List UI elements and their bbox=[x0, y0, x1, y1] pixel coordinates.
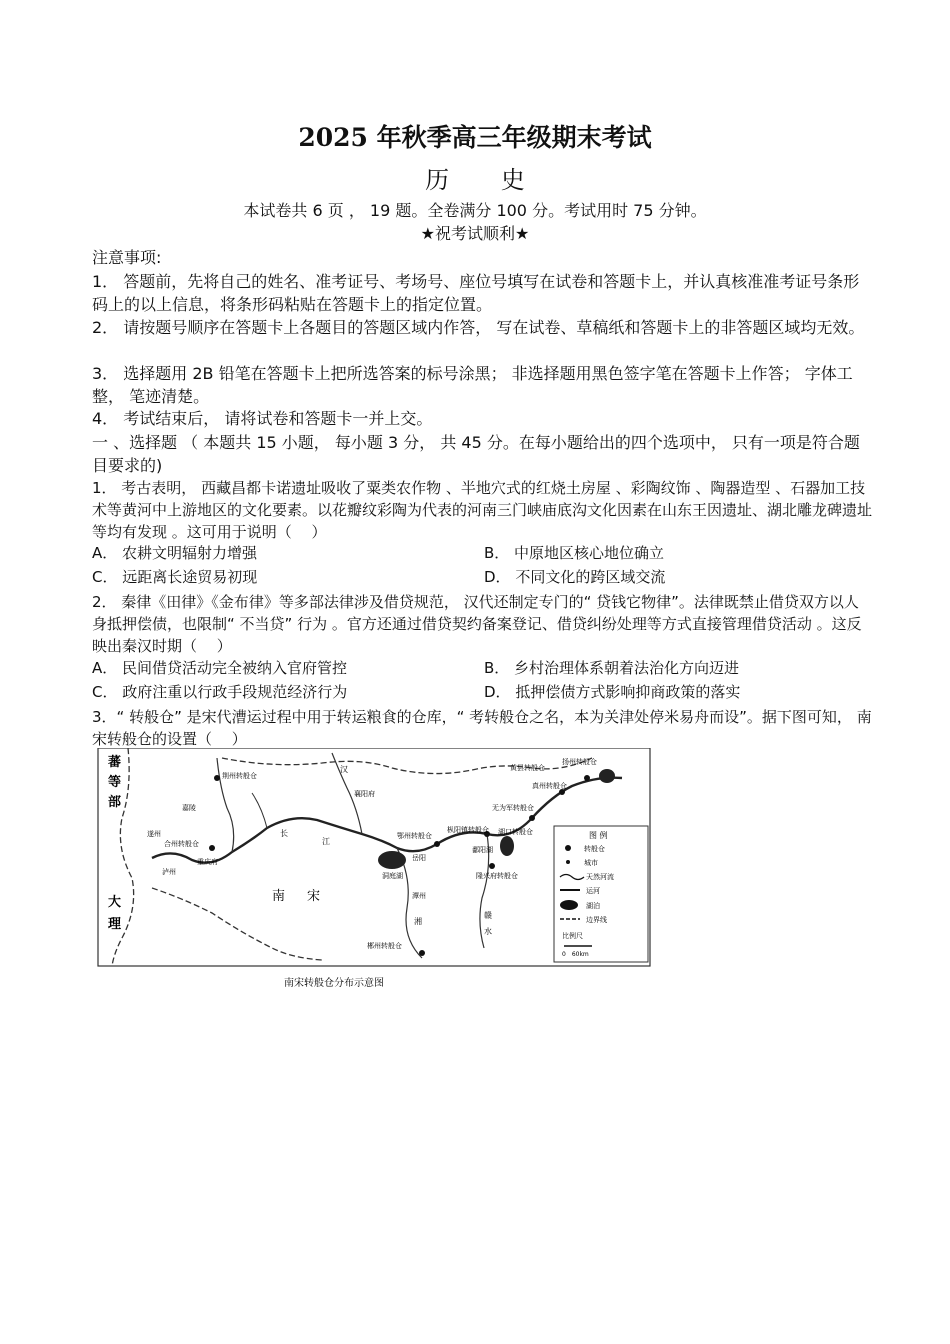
granary-marker bbox=[419, 950, 425, 956]
granary-label: 真州转般仓 bbox=[532, 782, 567, 790]
map-figure bbox=[92, 748, 658, 994]
note-3: 3． 选择题用 2B 铅笔在答题卡上把所选答案的标号涂黑； 非选择题用黑色签字笔在答题卡上作答； 字体工整， 笔迹清楚。 bbox=[92, 364, 853, 406]
place-label: 潭州 bbox=[412, 892, 426, 900]
legend-title: 图 例 bbox=[589, 831, 608, 840]
dongting-lake bbox=[378, 851, 406, 869]
question-1-stem: 1． 考古表明， 西藏昌都卡诺遗址吸收了粟类农作物 、半地穴式的红烧土房屋 、彩陶纹饰 、陶器造型 、石器加工技术等黄河中上游地区的文化要素。以花瓣纹彩陶为代表的河南三门峡庙底沟文化因素在山东王因遗址、湖北雕龙碑遗址等均有发现 。这可用于说明（ ） bbox=[92, 479, 873, 541]
place-label: 水 bbox=[484, 927, 492, 936]
map-region-label: 理 bbox=[108, 917, 122, 932]
place-label: 襄阳府 bbox=[354, 790, 375, 798]
place-label: 汉 bbox=[340, 765, 348, 774]
q2-option-b: B． 乡村治理体系朝着法治化方向迈进 bbox=[484, 659, 740, 677]
place-label: 长 bbox=[280, 829, 288, 838]
min-river bbox=[252, 793, 267, 828]
place-label: 湘 bbox=[414, 917, 422, 926]
legend-item: 边界线 bbox=[586, 916, 607, 924]
granary-label: 扬州转般仓 bbox=[562, 758, 597, 766]
note-4: 4． 考试结束后， 请将试卷和答题卡一并上交。 bbox=[92, 409, 433, 428]
map-region-label: 大 bbox=[108, 895, 122, 910]
exam-info: 本试卷共 6 页 ， 19 题。全卷满分 100 分。考试用时 75 分钟。 bbox=[243, 201, 707, 220]
place-label: 泸州 bbox=[162, 868, 176, 876]
map-region-label: 部 bbox=[108, 795, 122, 810]
granary-marker bbox=[434, 841, 440, 847]
granary-marker bbox=[584, 775, 590, 781]
section-heading: 一 、选择题 （ 本题共 15 小题， 每小题 3 分， 共 45 分。在每小题给出的四个选项中， 只有一项是符合题目要求的) bbox=[92, 433, 860, 475]
tai-lake bbox=[599, 769, 615, 783]
granary-label: 鄂州转般仓 bbox=[397, 832, 432, 840]
q2-option-d: D． 抵押偿债方式影响抑商政策的落实 bbox=[484, 683, 741, 701]
legend-granary-symbol bbox=[565, 845, 571, 851]
note-1: 1． 答题前，先将自己的姓名、准考证号、考场号、座位号填写在试卷和答题卡上，并认真核准准考证号条形码上的以上信息，将条形码粘贴在答题卡上的指定位置。 bbox=[92, 272, 860, 314]
southern-song-granary-map bbox=[92, 748, 658, 994]
granary-label: 无为军转般仓 bbox=[492, 804, 534, 812]
granary-label: 郴州转般仓 bbox=[367, 942, 402, 950]
good-luck-line: ★祝考试顺利★ bbox=[420, 224, 530, 243]
legend-scale-label: 比例尺 bbox=[562, 932, 583, 940]
q1-option-d: D． 不同文化的跨区域交流 bbox=[484, 568, 666, 586]
place-label: 遂州 bbox=[147, 830, 161, 838]
map-region-label: 蕃 bbox=[108, 755, 122, 770]
granary-label: 隆兴府转般仓 bbox=[476, 872, 518, 880]
granary-marker bbox=[529, 815, 535, 821]
granary-label: 荆州转般仓 bbox=[222, 772, 257, 780]
granary-label: 湖口转般仓 bbox=[498, 828, 533, 836]
q2-option-c: C． 政府注重以行政手段规范经济行为 bbox=[92, 683, 348, 701]
place-label: 鄱阳湖 bbox=[472, 846, 493, 854]
notes-heading: 注意事项: bbox=[92, 248, 162, 267]
map-region-label: 宋 bbox=[307, 889, 321, 904]
poyang-lake bbox=[500, 836, 514, 856]
map-caption: 南宋转般仓分布示意图 bbox=[284, 978, 384, 989]
question-3-stem: 3．“ 转般仓” 是宋代漕运过程中用于转运粮食的仓库，“ 考转般仓之名，本为关津处停米易舟而设”。据下图可知， 南宋转般仓的设置（ ） bbox=[92, 708, 872, 748]
legend-item: 城市 bbox=[584, 859, 598, 867]
exam-title: 2025 年秋季高三年级期末考试 bbox=[298, 123, 652, 152]
granary-label: 枞阳镇转般仓 bbox=[447, 826, 489, 834]
place-label: 嘉陵 bbox=[182, 804, 196, 812]
granary-marker bbox=[209, 845, 215, 851]
map-region-label: 等 bbox=[108, 775, 122, 790]
legend-lake-symbol bbox=[560, 900, 578, 910]
legend-item: 转般仓 bbox=[584, 845, 605, 853]
q1-option-c: C． 远距离长途贸易初现 bbox=[92, 568, 258, 586]
legend-scale-value: 0 60km bbox=[562, 951, 589, 958]
place-label: 赣 bbox=[484, 911, 492, 920]
legend-item: 运河 bbox=[586, 887, 600, 895]
granary-marker bbox=[214, 775, 220, 781]
legend-item: 湖泊 bbox=[586, 902, 600, 910]
legend-city-symbol bbox=[566, 860, 570, 864]
subject-title: 历 史 bbox=[425, 166, 547, 194]
granary-marker bbox=[489, 863, 495, 869]
legend-item: 天然河流 bbox=[586, 873, 614, 881]
q1-option-b: B． 中原地区核心地位确立 bbox=[484, 544, 665, 562]
place-label: 重庆府 bbox=[197, 858, 218, 866]
granary-label: 合州转般仓 bbox=[164, 840, 199, 848]
southwest-border-line bbox=[152, 888, 322, 960]
question-2-stem: 2． 秦律《田律》《金布律》等多部法律涉及借贷规范， 汉代还制定专门的“ 贷钱它物律”。法律既禁止借贷双方以人身抵押偿债，也限制“ 不当贷” 行为 。官方还通过借贷契约备案登记、借贷纠纷处理等方式直接管理借贷活动 。这反映出秦汉时期（ ） bbox=[92, 593, 862, 655]
place-label: 江 bbox=[322, 837, 330, 846]
place-label: 岳阳 bbox=[412, 854, 426, 862]
note-2: 2． 请按题号顺序在答题卡上各题目的答题区域内作答， 写在试卷、草稿纸和答题卡上的非答题区域均无效。 bbox=[92, 318, 865, 337]
granary-label: 黄县转般仓 bbox=[510, 764, 545, 772]
q1-option-a: A． 农耕文明辐射力增强 bbox=[92, 544, 258, 562]
q2-option-a: A． 民间借贷活动完全被纳入官府管控 bbox=[92, 659, 348, 677]
map-region-label: 南 bbox=[272, 889, 286, 904]
place-label: 洞庭湖 bbox=[382, 872, 403, 880]
